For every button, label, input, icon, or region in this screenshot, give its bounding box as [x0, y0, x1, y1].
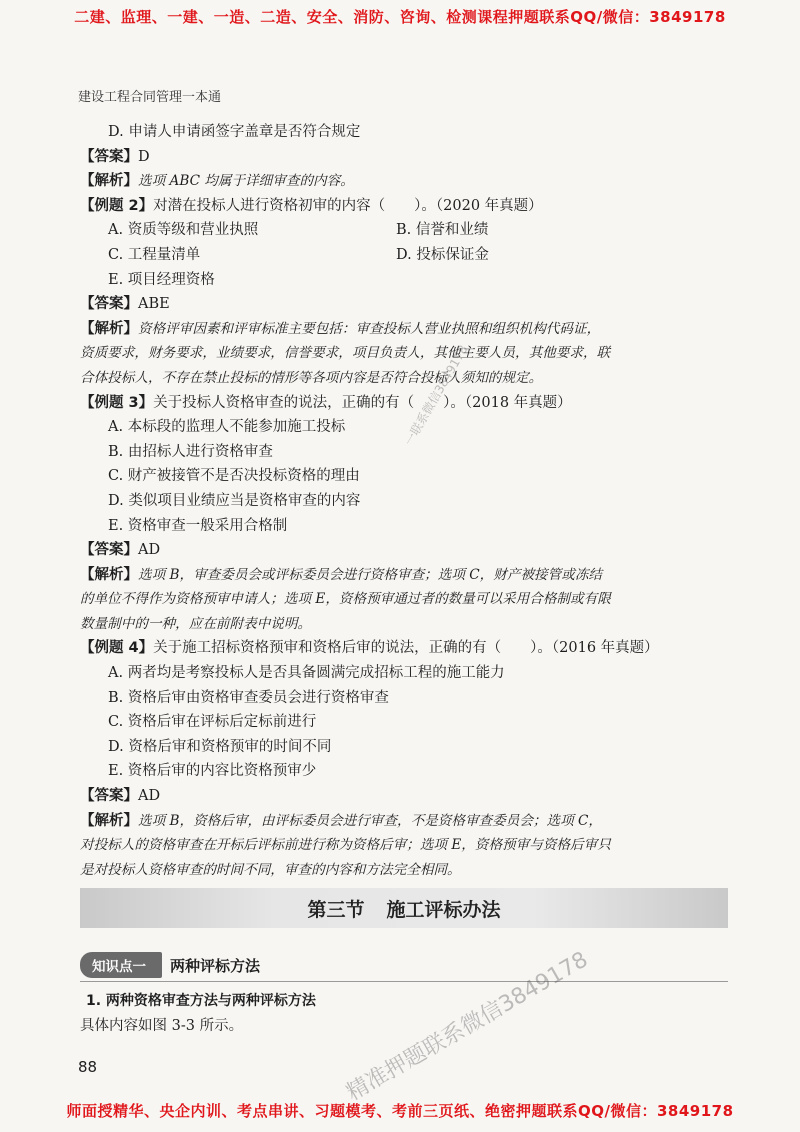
q3-option-a: A. 本标段的监理人不能参加施工投标: [108, 419, 346, 436]
q4-option-b: B. 资格后审由资格审查委员会进行资格审查: [108, 689, 389, 706]
q4-answer-tag: 【答案】: [80, 788, 138, 805]
q1-analysis-tag: 【解析】: [80, 173, 138, 190]
page-body: [80, 120, 728, 882]
bottom-ad-banner: 师面授精华、央企内训、考点串讲、习题模考、考前三页纸、绝密押题联系QQ/微信：3849178: [66, 1102, 734, 1120]
q2-analysis-line: 资质要求，财务要求，业绩要求，信誉要求，项目负责人，其他主要人员，其他要求，联: [80, 345, 611, 362]
running-header: 建设工程合同管理一本通: [78, 90, 222, 105]
section-number: 第三节: [307, 898, 365, 921]
q4-option-e: E. 资格后审的内容比资格预审少: [108, 763, 317, 780]
q3-analysis-tag: 【解析】: [80, 566, 138, 583]
q2-option-c: C. 工程量清单: [108, 246, 201, 263]
knowledge-point-heading: [80, 952, 260, 978]
section-title: 施工评标办法: [386, 898, 501, 921]
watermark: 一联系微信3849178: [401, 342, 471, 448]
subheading: 1. 两种资格审查方法与两种评标方法: [86, 993, 316, 1009]
q4-analysis-line: 对投标人的资格审查在开标后评标前进行称为资格后审；选项 E，资格预审与资格后审只: [80, 837, 611, 854]
q3-analysis-line: 选项 B，审查委员会或评标委员会进行资格审查；选项 C，财产被接管或冻结: [138, 566, 603, 583]
q3-option-e: E. 资格审查一般采用合格制: [108, 517, 288, 534]
q2-title-tag: 【例题 2】: [80, 197, 154, 214]
q2-answer-tag: 【答案】: [80, 296, 138, 313]
top-ad-banner: 二建、监理、一建、一造、二造、安全、消防、咨询、检测课程押题联系QQ/微信：3849178: [74, 8, 726, 26]
q4-analysis-line: 是对投标人资格审查的时间不同，审查的内容和方法完全相同。: [80, 861, 461, 878]
q3-analysis-line: 数量制中的一种，应在前附表中说明。: [80, 615, 312, 632]
q2-option-d: D. 投标保证金: [396, 246, 489, 263]
divider: [80, 981, 728, 982]
q3-option-c: C. 财产被接管不是否决投标资格的理由: [108, 468, 360, 485]
knowledge-point-badge: 知识点一: [80, 952, 162, 978]
watermark: 精准押题联系微信3849178: [342, 947, 593, 1106]
q3-title: 关于投标人资格审查的说法，正确的有（ ）。（2018 年真题）: [153, 394, 572, 411]
q4-answer: AD: [138, 788, 161, 805]
q3-answer-tag: 【答案】: [80, 542, 138, 559]
section-heading-band: [80, 888, 728, 928]
q4-analysis-tag: 【解析】: [80, 812, 138, 829]
q3-analysis-line: 的单位不得作为资格预审申请人；选项 E，资格预审通过者的数量可以采用合格制或有限: [80, 591, 611, 608]
q3-option-b: B. 由招标人进行资格审查: [108, 443, 273, 460]
q4-title: 关于施工招标资格预审和资格后审的说法，正确的有（ ）。（2016 年真题）: [153, 640, 659, 657]
q4-option-a: A. 两者均是考察投标人是否具备圆满完成招标工程的施工能力: [108, 665, 505, 682]
q2-analysis-tag: 【解析】: [80, 320, 138, 337]
q3-answer: AD: [138, 542, 161, 559]
knowledge-point-title: 两种评标方法: [170, 956, 261, 975]
q2-option-a: A. 资质等级和营业执照: [108, 222, 259, 239]
q2-title: 对潜在投标人进行资格初审的内容（ ）。（2020 年真题）: [153, 197, 543, 214]
subheading-text: 具体内容如图 3-3 所示。: [80, 1018, 244, 1034]
q2-option-b: B. 信誉和业绩: [396, 222, 489, 239]
q1-analysis: 选项 ABC 均属于详细审查的内容。: [138, 173, 354, 190]
q4-analysis-line: 选项 B，资格后审，由评标委员会进行审查，不是资格审查委员会；选项 C，: [138, 812, 603, 829]
q2-answer: ABE: [138, 296, 170, 313]
q3-option-d: D. 类似项目业绩应当是资格审查的内容: [108, 492, 361, 509]
q4-option-d: D. 资格后审和资格预审的时间不同: [108, 738, 332, 755]
q2-option-e: E. 项目经理资格: [108, 271, 215, 288]
q1-answer-tag: 【答案】: [80, 148, 138, 165]
q1-answer: D: [138, 148, 150, 165]
q4-title-tag: 【例题 4】: [80, 640, 154, 657]
q4-option-c: C. 资格后审在评标后定标前进行: [108, 714, 317, 731]
q1-option-d: D. 申请人申请函签字盖章是否符合规定: [108, 124, 361, 140]
page-number: 88: [78, 1058, 98, 1076]
q3-title-tag: 【例题 3】: [80, 394, 154, 411]
q2-analysis-line: 合体投标人，不存在禁止投标的情形等各项内容是否符合投标人须知的规定。: [80, 369, 543, 386]
q2-analysis-line: 资格评审因素和评审标准主要包括：审查投标人营业执照和组织机构代码证，: [138, 320, 601, 337]
